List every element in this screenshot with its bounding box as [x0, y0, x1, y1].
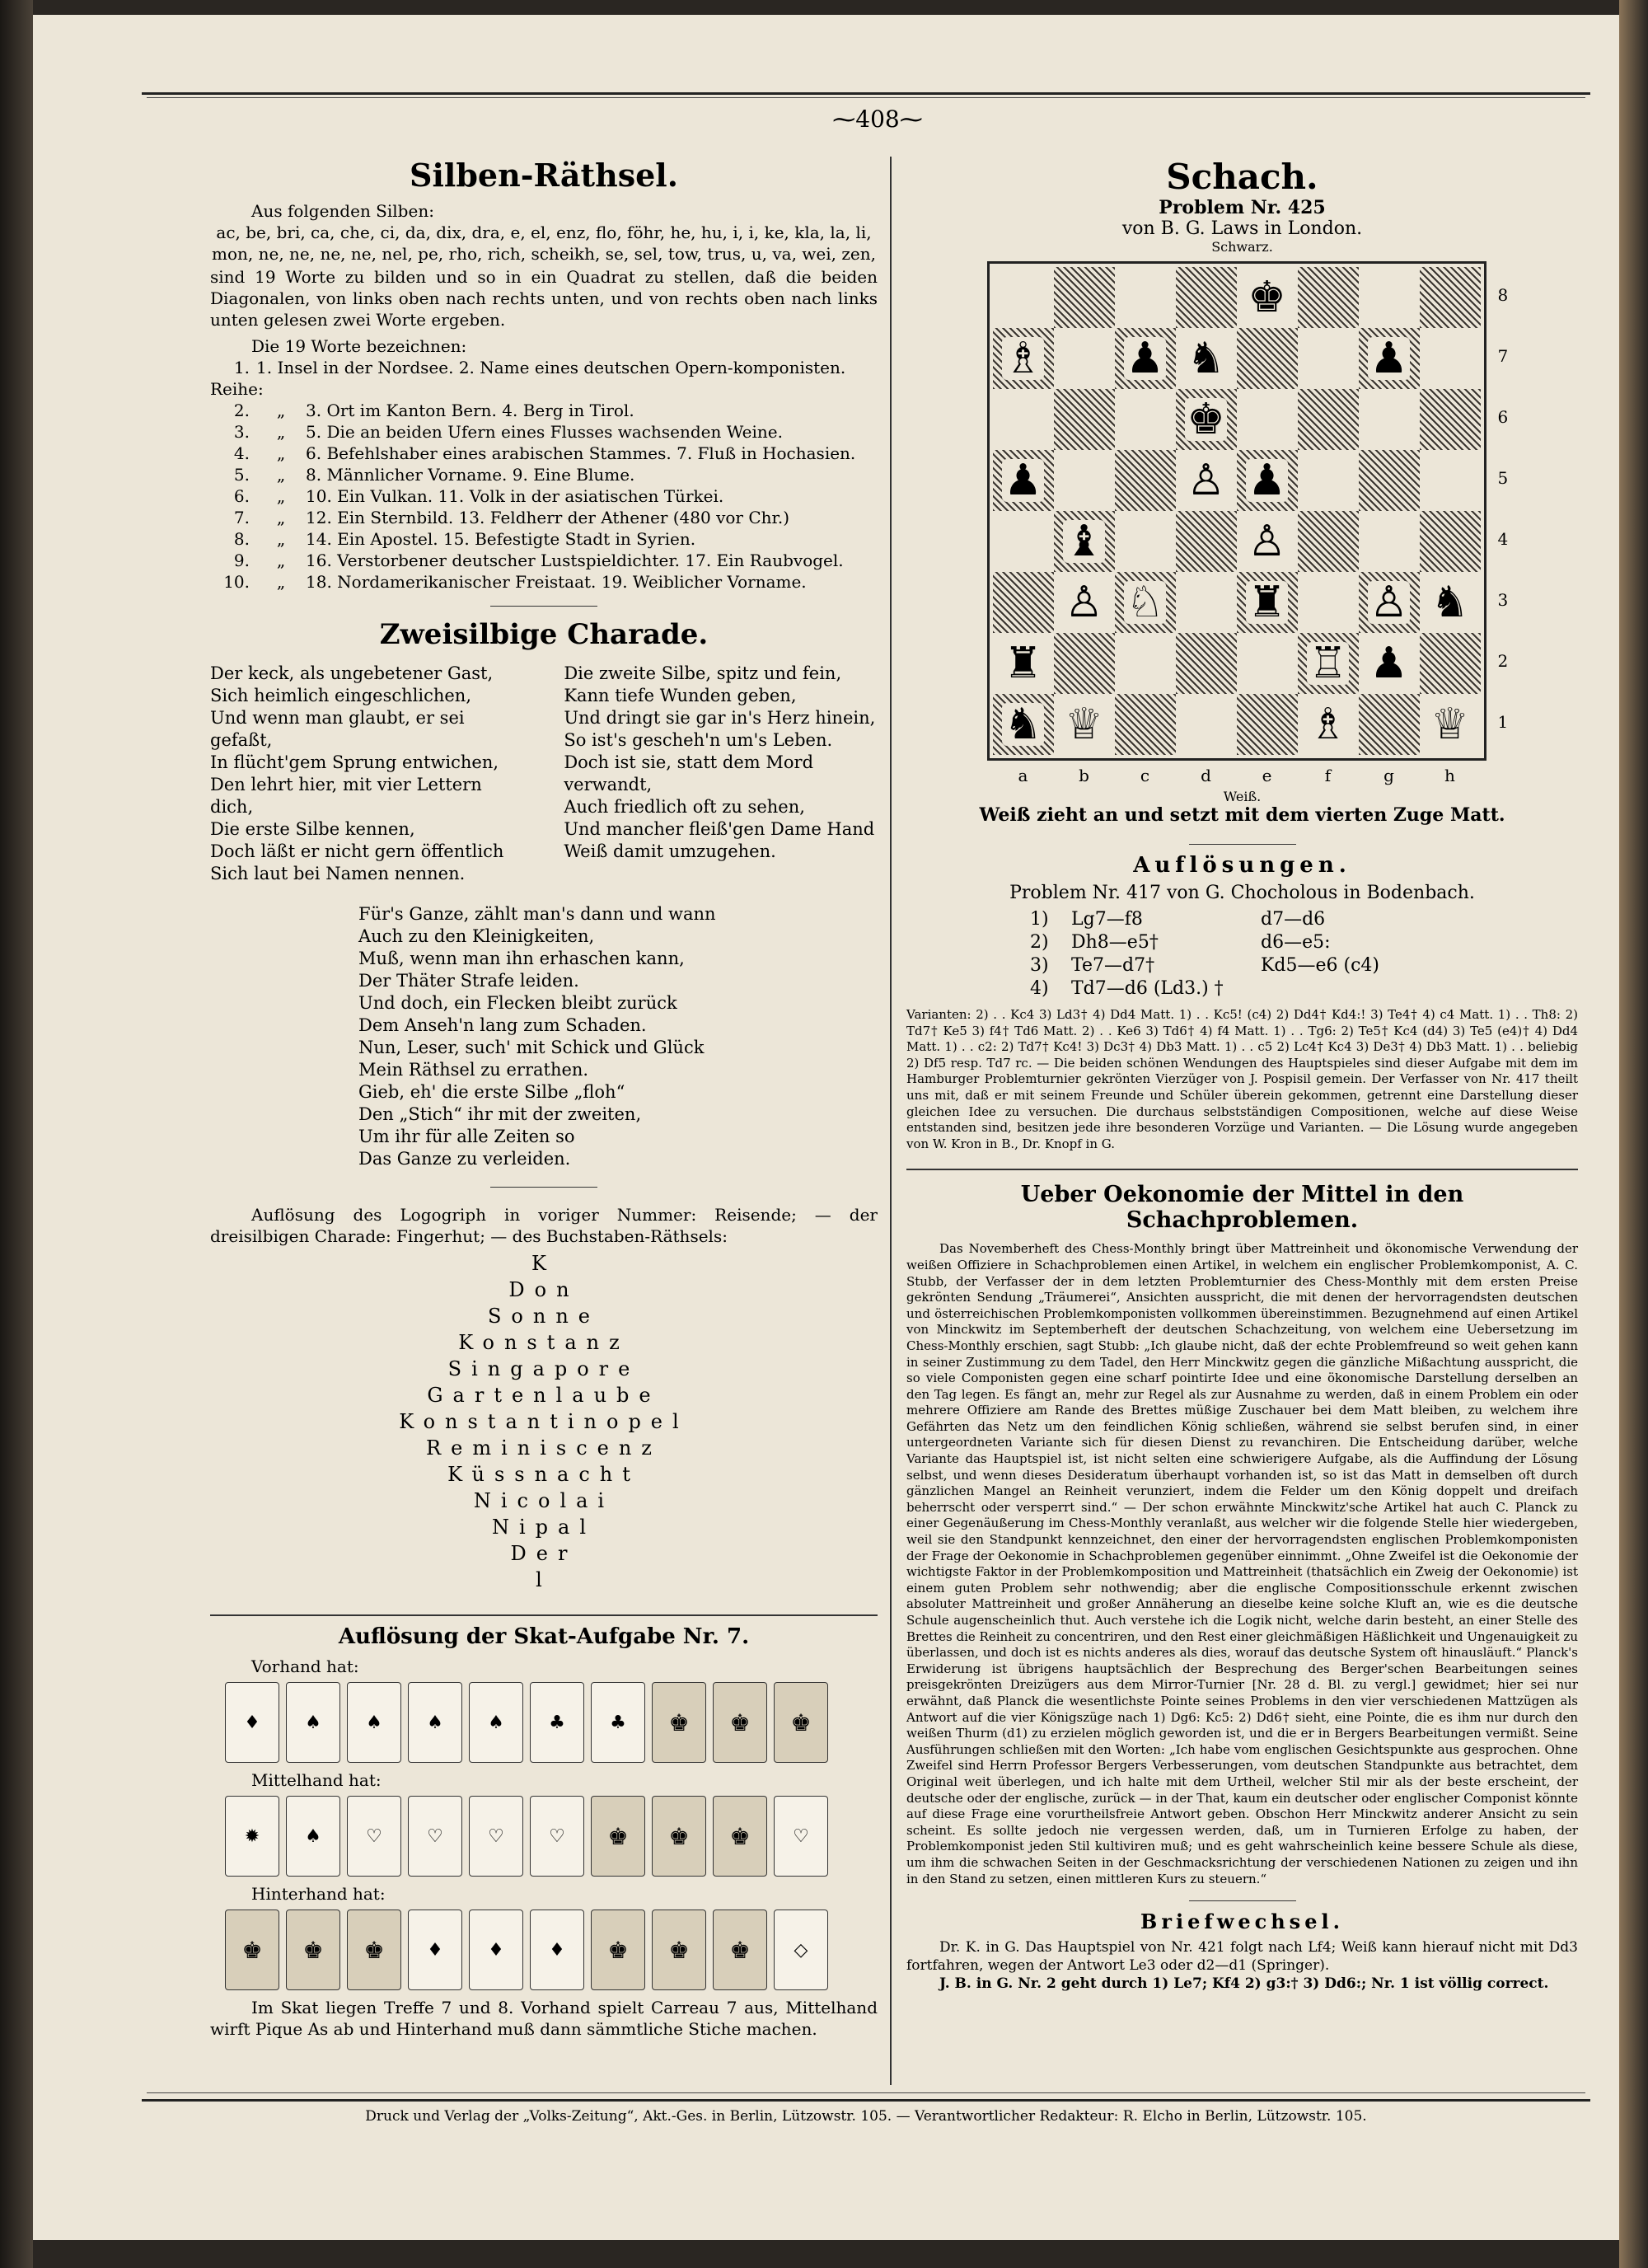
- chess-piece: ♕: [1430, 700, 1469, 749]
- vorhand-label: Vorhand hat:: [251, 1656, 359, 1676]
- playing-card: ♚: [713, 1796, 767, 1877]
- board-square: [993, 450, 1054, 511]
- board-square: [1176, 511, 1237, 572]
- playing-card: ♚: [713, 1910, 767, 1990]
- board-square: [993, 328, 1054, 389]
- rank-labels: [1491, 265, 1509, 752]
- playing-card: ♡: [530, 1796, 584, 1877]
- chess-piece: ♞: [1004, 700, 1042, 749]
- board-square: [1298, 694, 1359, 755]
- board-square: [1420, 450, 1481, 511]
- pyramid-line: Reminiscenz: [426, 1436, 662, 1460]
- chess-piece: ♞: [1430, 578, 1469, 627]
- hinterhand-label: Hinterhand hat:: [251, 1884, 386, 1904]
- chess-piece: ♚: [1248, 273, 1286, 322]
- board-square: [1054, 267, 1115, 328]
- list-item: 5. „ 8. Männlicher Vorname. 9. Eine Blume.: [233, 465, 635, 485]
- pyramid-line: l: [536, 1568, 552, 1591]
- pyramid-line: Nipal: [491, 1516, 597, 1539]
- board-square: [1176, 389, 1237, 450]
- board-square: [1054, 328, 1115, 389]
- chess-piece: ♟: [1248, 456, 1286, 505]
- board-square: [1054, 450, 1115, 511]
- rank-label: 2: [1497, 651, 1509, 671]
- board-square: [1237, 389, 1298, 450]
- board-square: [1359, 694, 1420, 755]
- charade-left-verse: Der keck, als ungebetener Gast, Sich heimlich eingeschlichen, Und wenn man glaubt, er sei gefaßt, In flücht'gem Sprung entwichen, Den lehrt hier, mit vier Lettern dich, Die erste Silbe kennen, Doch läßt er nicht gern öffentlich Sich laut bei Namen nennen.: [210, 663, 504, 883]
- silben-body: sind 19 Worte zu bilden und so in ein Quadrat zu stellen, daß die beiden Diagonalen, von links oben nach rechts unten, und von rechts oben nach links unten gelesen zwei Worte ergeben.: [210, 267, 878, 330]
- board-square: [1176, 572, 1237, 633]
- skat-solution-text: Im Skat liegen Treffe 7 und 8. Vorhand spielt Carreau 7 aus, Mittelhand wirft Pique As ab und Hinterhand muß dann sämmtliche Stiche machen.: [210, 1998, 878, 2039]
- list-item: 10. „ 18. Nordamerikanischer Freistaat. 19. Weiblicher Vorname.: [223, 572, 807, 592]
- chess-piece: ♞: [1187, 334, 1225, 383]
- list-item: 1. Reihe: 1. Insel in der Nordsee. 2. Name eines deutschen Opern-komponisten.: [210, 358, 846, 399]
- board-square: [993, 389, 1054, 450]
- board-square: [993, 694, 1054, 755]
- variants-text: Varianten: 2) . . Kc4 3) Ld3† 4) Dd4 Matt. 1) . . Kc5! (c4) 2) Dd4† Kd4:! 3) Te4† 4) c4 Matt. 1) . . Th8: 2) Td7† Ke5 3) f4† Td6 Matt. 2) . . Ke6 3) Td6† 4) f4 Matt. 1) . . Tg6: 2) Te5† Kc4 (d4) 3) Te5 (e4)† 4) Dd4 Matt. 1) . . c2: 2) Td7† Kc4! 3) Dc3† 4) Db3 Matt. 1) . . c5 2) Lc4† Kc4 3) De3† 4) Db3 Matt. 1) . . beliebig 2) Df5 resp. Td7 rc. — Die beiden schönen Wendungen des Hauptspieles sind dieser Aufgabe mit dem im Hamburger Problemturnier gekrönten Vierzüger von J. Pospisil gemein. Der Verfasser von Nr. 417 theilt uns mit, daß er mit seinem Freunde und Schüler überein gekommen, getrennt eine Darstellung dieser gleichen Idee zu versuchen. Die durchaus selbstständigen Compositionen, welche auf diese Weise entstanden sind, besitzen jede ihre besonderen Vorzüge und Varianten. — Die Lösung wurde angegeben von W. Kron in B., Dr. Knopf in G.: [906, 1007, 1578, 1151]
- divider: [490, 606, 597, 607]
- chess-piece: ♝: [1065, 517, 1103, 566]
- pyramid-line: Sonne: [487, 1305, 600, 1328]
- aufloesungen-title: Auflösungen.: [1133, 853, 1351, 878]
- playing-card: ♚: [774, 1682, 828, 1763]
- board-square: [1237, 511, 1298, 572]
- list-item: 6. „ 10. Ein Vulkan. 11. Volk in der asiatischen Türkei.: [233, 486, 724, 506]
- board-square: [1115, 328, 1176, 389]
- pyramid-line: Nicolai: [473, 1489, 615, 1512]
- silben-syllables: ac, be, bri, ca, che, ci, da, dix, dra, e, el, enz, flo, föhr, he, hu, i, i, ke, kla, la, li, mon, ne, ne, ne, ne, nel, pe, rho, rich, scheikh, se, sel, tow, trus, u, va, wei, zen,: [212, 223, 876, 264]
- solution-moves: [1030, 908, 1578, 1000]
- vorhand-cards: [225, 1682, 878, 1763]
- move-row: 1) Lg7—f8 d7—d6: [1030, 909, 1326, 930]
- rank-label: 4: [1497, 529, 1509, 549]
- board-square: [1115, 389, 1176, 450]
- board-square: [993, 633, 1054, 694]
- rank-label: 8: [1497, 285, 1509, 305]
- rank-label: 1: [1497, 712, 1509, 732]
- playing-card: ♣: [530, 1682, 584, 1763]
- playing-card: ♡: [469, 1796, 523, 1877]
- briefwechsel-text-2: J. B. in G. Nr. 2 geht durch 1) Le7; Kf4 2) g3:† 3) Dd6:; Nr. 1 ist völlig correct.: [939, 1975, 1549, 1993]
- playing-card: ♚: [652, 1682, 706, 1763]
- mittelhand-label: Mittelhand hat:: [251, 1770, 382, 1790]
- hinterhand-cards: [225, 1910, 878, 1990]
- chess-piece: ♙: [1369, 578, 1408, 627]
- board-square: [1359, 572, 1420, 633]
- board-square: [1359, 450, 1420, 511]
- list-item: 4. „ 6. Befehlshaber eines arabischen Stammes. 7. Fluß in Hochasien.: [233, 443, 856, 463]
- file-label: e: [1262, 766, 1272, 785]
- board-square: [1115, 694, 1176, 755]
- board-square: [1176, 450, 1237, 511]
- pyramid-line: K: [531, 1252, 556, 1275]
- charade-whole-verse: Für's Ganze, zählt man's dann und wann Auch zu den Kleinigkeiten, Muß, wenn man ihn erhaschen kann, Der Thäter Strafe leiden. Und doch, ein Flecken bleibt zurück Dem Anseh'n lang zum Schaden. Nun, Leser, such' mit Schick und Glück Mein Räthsel zu errathen. Gieb, eh' die erste Silbe „floh“ Den „Stich“ ihr mit der zweiten, Um ihr für alle Zeiten so Das Ganze zu verleiden.: [358, 904, 716, 1169]
- board-square: [1237, 633, 1298, 694]
- file-label: c: [1140, 766, 1150, 785]
- board-square: [1298, 572, 1359, 633]
- board-square: [993, 572, 1054, 633]
- rank-label: 6: [1497, 407, 1509, 427]
- board-square: [1298, 633, 1359, 694]
- board-square: [1420, 633, 1481, 694]
- board-square: [1115, 572, 1176, 633]
- list-item: 9. „ 16. Verstorbener deutscher Lustspieldichter. 17. Ein Raubvogel.: [233, 551, 844, 570]
- problem-number: Problem Nr. 425: [1159, 197, 1326, 218]
- playing-card: ♚: [652, 1910, 706, 1990]
- board-square: [1298, 450, 1359, 511]
- chess-piece: ♟: [1369, 639, 1408, 688]
- file-label: d: [1201, 766, 1211, 785]
- silben-intro: Aus folgenden Silben:: [251, 201, 434, 221]
- move-row: 2) Dh8—e5† d6—e5:: [1030, 932, 1331, 953]
- chess-piece: ♙: [1065, 578, 1103, 627]
- page-edge: [1619, 0, 1648, 2268]
- board-square: [1054, 511, 1115, 572]
- column-rule: [890, 157, 892, 2085]
- pyramid-line: Küssnacht: [447, 1463, 640, 1486]
- playing-card: ♚: [591, 1796, 645, 1877]
- board-square: [1359, 511, 1420, 572]
- right-column: [906, 157, 1578, 1993]
- pyramid-line: Konstanz: [458, 1331, 630, 1354]
- board-square: [1176, 267, 1237, 328]
- rank-label: 3: [1497, 590, 1509, 610]
- black-label: Schwarz.: [1211, 239, 1273, 255]
- page-number: ⁓408⁓: [832, 105, 923, 133]
- chess-piece: ♘: [1126, 578, 1164, 627]
- book-spine: [0, 0, 33, 2268]
- board-square: [1359, 328, 1420, 389]
- board-square: [1115, 511, 1176, 572]
- board-square: [1054, 572, 1115, 633]
- oekonomie-title: Ueber Oekonomie der Mittel in den Schachproblemen.: [1020, 1182, 1464, 1234]
- charade-verses: [210, 663, 878, 885]
- playing-card: ♚: [286, 1910, 340, 1990]
- charade-right-verse: Die zweite Silbe, spitz und fein, Kann tiefe Wunden geben, Und dringt sie gar in's Herz hinein, So ist's gescheh'n um's Leben. Doch ist sie, statt dem Mord verwandt, Auch friedlich oft zu sehen, Und mancher fleiß'gen Dame Hand Weiß damit umzugehen.: [564, 663, 876, 861]
- playing-card: ♦: [225, 1682, 279, 1763]
- board-square: [1359, 267, 1420, 328]
- oekonomie-text: Das Novemberheft des Chess-Monthly bringt über Mattreinheit und ökonomische Verwendung der weißen Offiziere in Schachproblemen einen Artikel, in welchem ein englischer Problemkomponist, A. C. Stubb, der Verfasser der in dem letzten Problemturnier des Chess-Monthly mit dem ersten Preise gekrönten Sendung „Träumerei“, Ansichten ausspricht, die mit denen der hervorragendsten deutschen und österreichischen Problemkomponisten vollkommen übereinstimmen. Bezugnehmend auf einen Artikel von Minckwitz im Septemberheft der deutschen Schachzeitung, von welchem eine Uebersetzung im Chess-Monthly erschien, sagt Stubb: „Ich glaube nicht, daß der echte Problemfreund so weit gehen kann in seiner Zustimmung zu dem Tadel, den Herr Minckwitz gegen die gänzliche Mißachtung ausspricht, die so viele Componisten gegen eine scharf pointirte Idee und eine ökonomische Darstellung derselben an den Tag legen. Es fängt an, mehr zur Regel als zur Ausnahme zu werden, daß in einem Problem ein oder mehrere Offiziere am Rande des Brettes müßige Zuschauer bei dem Matt bleiben, zu welchem ihre Gefährten das Netz um den feindlichen König schließen, während sie selbst berufen sind, in einer untergeordneten Variante sich für diesen Dienst zu revanchiren. Die Entscheidung darüber, welche Variante das Hauptspiel ist, ist nicht selten eine schwierigere Aufgabe, als die Auffindung der Lösung selbst, und wenn dieses Desideratum überhaupt vorhanden ist, so ist das Matt in demselben oft durch gänzlichen Mangel an Reinheit verunziert, indem die Felder um den König doppelt und dreifach beherrscht oder versperrt sind.“ — Der schon erwähnte Minckwitz'sche Artikel hat auch C. Planck zu einer Gegenäußerung im Chess-Monthly veranlaßt, aus welcher wir die folgende Stelle hier wiedergeben, weil sie den Standpunkt kennzeichnet, den einer der hervorragendsten englischen Problemkomponisten der Frage der Oekonomie in Schachproblemen gegenüber einnimmt. „Ohne Zweifel ist die Oekonomie der wichtigste Faktor in der Problemkomposition und Mattreinheit (thatsächlich ein Zweig der Oekonomie) ist einem guten Problem sehr nothwendig; aber die englische Compositionsschule erkennt zwischen absoluter Mattreinheit und großer Annäherung an dieselbe keine solche Kluft an, wie es die deutsche Schule augenscheinlich thut. Auch verstehe ich die Logik nicht, welche darin besteht, an einer Stelle des Brettes die Reinheit zu concentriren, und den Rest einer gleichmäßigen Häßlichkeit und Ungenauigkeit zu überlassen, und doch ist es nichts anderes als dies, worauf das deutsche System oft hinausläuft.“ Planck's Erwiderung ist übrigens hauptsächlich der Besprechung des Berger'schen Bearbeitungen seines preisgekrönten Dreizügers aus dem Mirror-Turnier [Nr. 28 d. Bl. zu vergl.] gewidmet; hier sei nur erwähnt, daß Planck die wesentlichste Pointe seines Problems in den vier verschiedenen Mattzügen als Antwort auf die vier Königszüge nach 1) Dg6: Kc5: 2) Dd6† sieht, eine Pointe, die es ihm nur durch den weißen Thurm (d1) zu erzielen möglich geworden ist, und die er in Bergers Bearbeitungen vermißt. Seine Ausführungen schließen mit den Worten: „Ich habe vom englischen Gesichtspunkte aus gesprochen. Ohne Zweifel sind Herrn Professor Bergers Verbesserungen, vom deutschen Standpunkte aus betrachtet, dem Original weit überlegen, und ich halte mit dem Urtheil, welcher Stil mir als der beste erscheint, der deutsche oder der englische, zurück — in der That, kaum ein deutscher oder englischer Componist könnte auf diese Frage eine vorurtheilsfreie Antwort geben. Obschon Herr Minckwitz anderer Ansicht zu sein scheint. Es sollte jedoch nie vergessen werden, daß, um in Turnieren Erfolge zu haben, der Problemkomponist jeden Stil kultiviren muß; und es geht wahrscheinlich keine bessere Schule als diese, um ihm die schwachen Seiten in der Geschmacksrichtung der verschiedenen Nationen zu zeigen und ihn in den Stand zu setzen, einen mittleren Kurs zu steuern.“: [906, 1241, 1578, 1886]
- rank-label: 7: [1497, 346, 1509, 366]
- playing-card: ♠: [408, 1682, 462, 1763]
- chess-piece: ♟: [1126, 334, 1164, 383]
- playing-card: ♦: [469, 1910, 523, 1990]
- board-square: [1115, 267, 1176, 328]
- silben-list: [210, 357, 878, 593]
- board-square: [1359, 633, 1420, 694]
- briefwechsel-title: Briefwechsel.: [1140, 1910, 1344, 1934]
- section-rule: [210, 1614, 878, 1616]
- board-square: [1298, 328, 1359, 389]
- board-square: [1237, 267, 1298, 328]
- playing-card: ♚: [713, 1682, 767, 1763]
- white-label: Weiß.: [1223, 789, 1262, 804]
- divider: [490, 1187, 597, 1188]
- playing-card: ♦: [530, 1910, 584, 1990]
- playing-card: ♣: [591, 1682, 645, 1763]
- board-square: [1420, 267, 1481, 328]
- playing-card: ♡: [347, 1796, 401, 1877]
- file-label: a: [1018, 766, 1028, 785]
- silben-list-intro: Die 19 Worte bezeichnen:: [251, 336, 467, 356]
- board-square: [1237, 450, 1298, 511]
- stipulation: Weiß zieht an und setzt mit dem vierten Zuge Matt.: [979, 804, 1505, 826]
- board-square: [1115, 633, 1176, 694]
- board-square: [1237, 328, 1298, 389]
- silben-title: Silben-Räthsel.: [410, 157, 678, 194]
- divider: [1189, 1900, 1296, 1901]
- playing-card: ◇: [774, 1910, 828, 1990]
- charade-title: Zweisilbige Charade.: [379, 618, 709, 651]
- solution-text: Auflösung des Logogriph in voriger Nummer: Reisende; — der dreisilbigen Charade: Fingerhut; — des Buchstaben-Räthsels:: [210, 1205, 878, 1246]
- file-labels: [993, 766, 1487, 785]
- pyramid-line: Gartenlaube: [427, 1384, 661, 1407]
- left-column: [210, 157, 878, 2040]
- chess-piece: ♟: [1004, 456, 1042, 505]
- move-row: 3) Te7—d7† Kd5—e6 (c4): [1030, 955, 1380, 976]
- chess-piece: ♖: [1309, 639, 1347, 688]
- pyramid-line: Konstantinopel: [399, 1410, 689, 1433]
- playing-card: ♡: [774, 1796, 828, 1877]
- file-label: f: [1324, 766, 1332, 785]
- list-item: 7. „ 12. Ein Sternbild. 13. Feldherr der Athener (480 vor Chr.): [233, 508, 790, 527]
- chess-piece: ♜: [1004, 639, 1042, 688]
- board-square: [1298, 389, 1359, 450]
- pyramid-line: Don: [508, 1278, 579, 1301]
- board-square: [1237, 572, 1298, 633]
- board-square: [1054, 633, 1115, 694]
- playing-card: ♡: [408, 1796, 462, 1877]
- pyramid-line: Der: [510, 1542, 578, 1565]
- problem-author: von B. G. Laws in London.: [1121, 218, 1363, 239]
- playing-card: ♠: [286, 1796, 340, 1877]
- playing-card: ✹: [225, 1796, 279, 1877]
- board-square: [1420, 572, 1481, 633]
- chess-piece: ♙: [1248, 517, 1286, 566]
- chess-title: Schach.: [1166, 157, 1318, 197]
- playing-card: ♦: [408, 1910, 462, 1990]
- playing-card: ♠: [347, 1682, 401, 1763]
- move-row: 4) Td7—d6 (Ld3.) †: [1030, 978, 1224, 999]
- file-label: b: [1079, 766, 1089, 785]
- chess-piece: ♗: [1004, 334, 1042, 383]
- briefwechsel-text-1: Dr. K. in G. Das Hauptspiel von Nr. 421 folgt nach Lf4; Weiß kann hierauf nicht mit Dd3 fortfahren, wegen der Antwort Le3 oder d2—d1 (Springer).: [906, 1939, 1578, 1975]
- letter-pyramid: [210, 1250, 878, 1593]
- chess-piece: ♙: [1187, 456, 1225, 505]
- file-label: g: [1383, 766, 1394, 785]
- solution-problem: Problem Nr. 417 von G. Chocholous in Bodenbach.: [1009, 883, 1475, 903]
- playing-card: ♚: [652, 1796, 706, 1877]
- board-square: [1298, 511, 1359, 572]
- board-square: [1420, 694, 1481, 755]
- playing-card: ♠: [469, 1682, 523, 1763]
- board-square: [1176, 633, 1237, 694]
- mittelhand-cards: [225, 1796, 878, 1877]
- board-square: [1176, 694, 1237, 755]
- board-square: [1054, 389, 1115, 450]
- playing-card: ♚: [591, 1910, 645, 1990]
- board-square: [993, 267, 1054, 328]
- chess-piece: ♟: [1369, 334, 1408, 383]
- list-item: 8. „ 14. Ein Apostel. 15. Befestigte Stadt in Syrien.: [233, 529, 696, 549]
- divider: [1189, 844, 1296, 845]
- chess-diagram: [987, 261, 1509, 785]
- board-square: [993, 511, 1054, 572]
- board-square: [1054, 694, 1115, 755]
- chess-piece: ♗: [1309, 700, 1347, 749]
- chess-board: [987, 261, 1486, 761]
- section-rule: [906, 1169, 1578, 1170]
- rank-label: 5: [1497, 468, 1509, 488]
- board-square: [1298, 267, 1359, 328]
- board-square: [1420, 511, 1481, 572]
- list-item: 2. „ 3. Ort im Kanton Bern. 4. Berg in Tirol.: [233, 401, 634, 420]
- playing-card: ♚: [347, 1910, 401, 1990]
- board-square: [1115, 450, 1176, 511]
- chess-piece: ♕: [1065, 700, 1103, 749]
- board-square: [1420, 328, 1481, 389]
- file-label: h: [1444, 766, 1455, 785]
- page-footer: Druck und Verlag der „Volks-Zeitung“, Akt.-Ges. in Berlin, Lützowstr. 105. — Verantwortlicher Redakteur: R. Elcho in Berlin, Lützowstr. 105.: [365, 2108, 1367, 2125]
- pyramid-line: Singapore: [447, 1357, 640, 1380]
- playing-card: ♚: [225, 1910, 279, 1990]
- board-square: [1420, 389, 1481, 450]
- chess-piece: ♜: [1248, 578, 1286, 627]
- board-square: [1359, 389, 1420, 450]
- skat-title: Auflösung der Skat-Aufgabe Nr. 7.: [338, 1624, 750, 1649]
- chess-piece: ♚: [1187, 395, 1225, 444]
- board-square: [1176, 328, 1237, 389]
- playing-card: ♠: [286, 1682, 340, 1763]
- list-item: 3. „ 5. Die an beiden Ufern eines Flusses wachsenden Weine.: [233, 422, 783, 442]
- board-square: [1237, 694, 1298, 755]
